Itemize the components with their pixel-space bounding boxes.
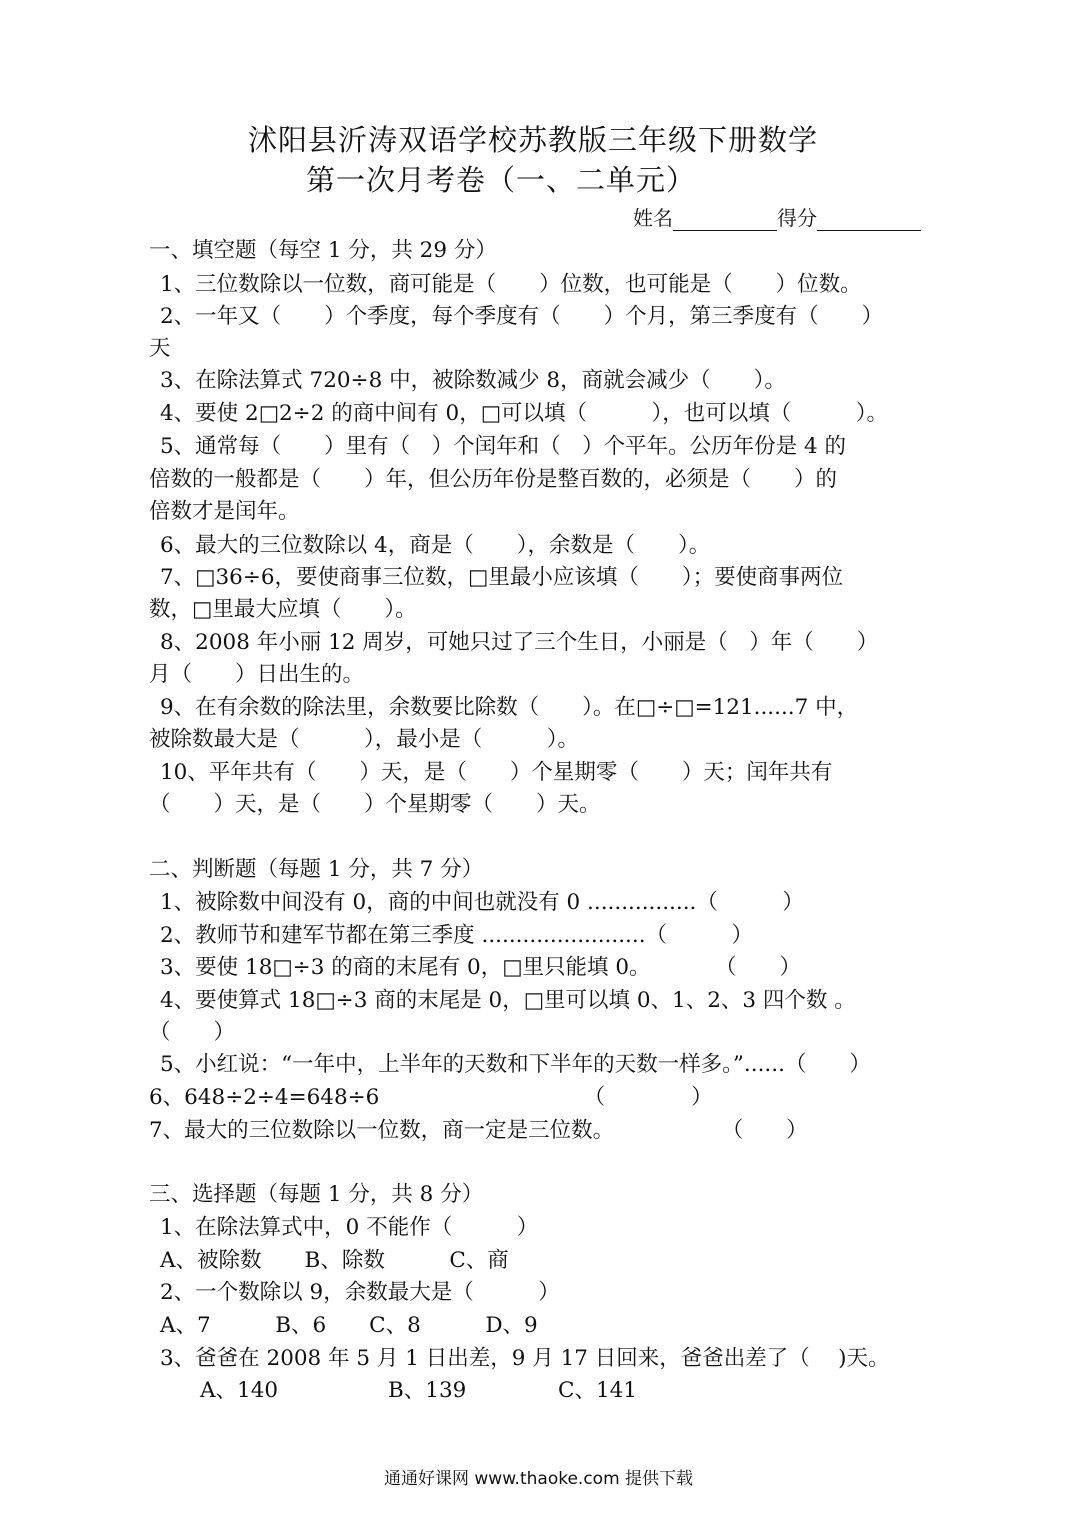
section2-heading: 二、判断题（每题 1 分，共 7 分）	[149, 857, 484, 882]
s1-question-7: 7、□36÷6，要使商事三位数，□里最小应该填（ ）；要使商事两位	[160, 565, 844, 590]
s2-question-7: 7、最大的三位数除以一位数，商一定是三位数。 （ ）	[149, 1118, 808, 1143]
section1-heading: 一、填空题（每空 1 分，共 29 分）	[149, 238, 497, 263]
s2-question-3: 3、要使 18□÷3 的商的末尾有 0，□里只能填 0。 （ ）	[160, 955, 802, 980]
score-label: 得分	[777, 206, 817, 230]
s1-question-7-cont: 数，□里最大应填（ ）。	[149, 597, 417, 622]
s3-question-1-options: A、被除数 B、除数 C、商	[160, 1248, 509, 1273]
score-blank	[817, 210, 921, 231]
s2-question-1: 1、被除数中间没有 0，商的中间也就没有 0 ................（ ）	[160, 890, 804, 915]
s1-question-2: 2、一年又（ ）个季度，每个季度有（ ）个月，第三季度有（ ）	[160, 304, 884, 329]
s3-question-3-option-a: A、140	[200, 1378, 279, 1403]
s3-question-1: 1、在除法算式中，0 不能作（ ）	[160, 1215, 539, 1240]
s1-question-2-cont: 天	[149, 336, 171, 361]
s1-question-1: 1、三位数除以一位数，商可能是（ ）位数，也可能是（ ）位数。	[160, 272, 862, 297]
s2-question-6: 6、648÷2÷4=648÷6 （ ）	[149, 1085, 713, 1110]
s2-question-4-cont: （ ）	[149, 1020, 236, 1045]
s1-question-6: 6、最大的三位数除以 4，商是（ ），余数是（ ）。	[160, 533, 711, 558]
s1-question-8-cont: 月（ ）日出生的。	[149, 662, 365, 687]
s1-question-10-cont: （ ）天，是（ ）个星期零（ ）天。	[149, 792, 601, 817]
page-footer: 通通好课网 www.thaoke.com 提供下载	[384, 1469, 694, 1489]
name-score-bar	[633, 202, 921, 231]
s1-question-5: 5、通常每（ ）里有（ ）个闰年和（ ）个平年。公历年份是 4 的	[160, 434, 847, 459]
s2-question-5: 5、小红说：“一年中，上半年的天数和下半年的天数一样多。”......（ ）	[160, 1052, 871, 1077]
s1-question-4: 4、要使 2□2÷2 的商中间有 0，□可以填（ ），也可以填（ ）。	[160, 401, 889, 426]
name-blank	[673, 210, 777, 231]
s1-question-5-cont2: 倍数才是闰年。	[149, 499, 300, 524]
s3-question-3-option-c: C、141	[558, 1378, 637, 1403]
s2-question-4: 4、要使算式 18□÷3 商的末尾是 0，□里可以填 0、1、2、3 四个数 。	[160, 988, 856, 1013]
section3-heading: 三、选择题（每题 1 分，共 8 分）	[149, 1182, 484, 1207]
s3-question-3-option-b: B、139	[388, 1378, 467, 1403]
s3-question-2: 2、一个数除以 9，余数最大是（ ）	[160, 1280, 560, 1305]
s1-question-5-cont: 倍数的一般都是（ ）年，但公历年份是整百数的，必须是（ ）的	[149, 467, 838, 492]
s1-question-3: 3、在除法算式 720÷8 中，被除数减少 8，商就会减少（ ）。	[160, 368, 786, 393]
s1-question-9-cont: 被除数最大是（ ），最小是（ ）。	[149, 727, 580, 752]
s3-question-3: 3、爸爸在 2008 年 5 月 1 日出差，9 月 17 日回来，爸爸出差了（ )天。	[160, 1346, 890, 1371]
s3-question-2-options: A、7 B、6 C、8 D、9	[160, 1313, 538, 1338]
s1-question-9: 9、在有余数的除法里，余数要比除数（ ）。在□÷□=121......7 中，	[160, 695, 859, 720]
s1-question-10: 10、平年共有（ ）天，是（ ）个星期零（ ）天；闰年共有	[160, 760, 833, 785]
name-label: 姓名	[633, 206, 673, 230]
s1-question-8: 8、2008 年小丽 12 周岁，可她只过了三个生日，小丽是（ ）年（ ）	[160, 630, 879, 655]
exam-title-line2: 第一次月考卷（一、二单元）	[306, 163, 697, 197]
s2-question-2: 2、教师节和建军节都在第三季度 ........................（ ）	[160, 923, 754, 948]
exam-title-line1: 沭阳县沂涛双语学校苏教版三年级下册数学	[248, 123, 819, 157]
